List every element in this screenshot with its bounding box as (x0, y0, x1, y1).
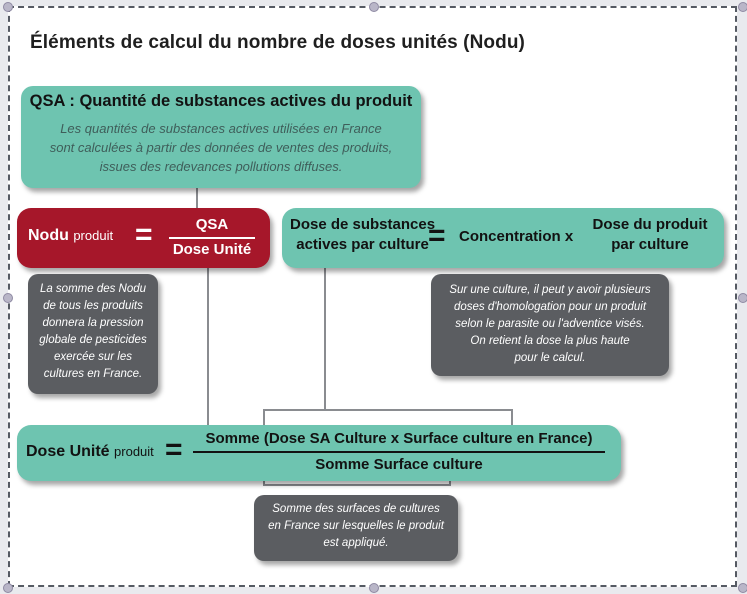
dose-substances-box (282, 208, 724, 268)
dose-equals: = (428, 219, 446, 252)
connector-nodu-down (207, 268, 209, 426)
dose-right-line-1: Dose du produit (592, 216, 708, 233)
dose-produit-label (582, 215, 718, 255)
nodu-label (28, 227, 113, 245)
note-nodu-text (28, 281, 158, 383)
nodu-fraction-bar (169, 237, 255, 239)
connector-bracket-top (263, 409, 513, 411)
nodu-equals: = (135, 218, 153, 251)
note-dose-text (431, 282, 669, 367)
selection-handle-right[interactable] (738, 293, 747, 303)
note-dose-line-2: doses d'homologation pour un produit (453, 301, 647, 313)
note-nodu-line-4: globale de pesticides (39, 334, 147, 346)
dose-unite-label (26, 443, 154, 461)
concentration-label: Concentration x (459, 228, 574, 245)
qsa-title: QSA : Quantité de substances actives du produit (29, 92, 413, 110)
note-dose-line-1: Sur une culture, il peut y avoir plusieurs (449, 284, 651, 296)
selection-handle-top-right[interactable] (738, 2, 747, 12)
selection-handle-left[interactable] (3, 293, 13, 303)
connector-bottom-bracket (263, 484, 451, 486)
note-nodu-line-2: de tous les produits (43, 300, 143, 312)
dose-unite-label-bold: Dose Unité (26, 443, 110, 460)
note-nodu-line-3: donnera la pression (42, 317, 144, 329)
qsa-desc-line-3: issues des redevances pollutions diffuses. (99, 159, 343, 174)
connector-dose-down (324, 268, 326, 410)
dose-right-line-2: par culture (611, 236, 689, 253)
dose-left-line-2: actives par culture (296, 236, 429, 253)
dose-unite-equals: = (165, 433, 183, 466)
nodu-numerator: QSA (195, 216, 229, 233)
note-nodu-sum (28, 274, 158, 394)
dose-unite-denominator: Somme Surface culture (315, 456, 483, 473)
dose-unite-numerator: Somme (Dose SA Culture x Surface culture en France) (205, 430, 593, 447)
qsa-description (21, 119, 421, 176)
note-surface-line-1: Somme des surfaces de cultures (272, 503, 440, 515)
nodu-label-small: produit (73, 228, 114, 243)
note-dose-line-4: On retient la dose la plus haute (470, 335, 630, 347)
dose-substances-label (290, 215, 435, 255)
selection-handle-top-left[interactable] (3, 2, 13, 12)
note-nodu-line-6: cultures en France. (43, 368, 143, 380)
dose-unite-fraction-bar (193, 451, 605, 453)
nodu-denominator: Dose Unité (172, 241, 252, 258)
note-nodu-line-5: exercée sur les (54, 351, 132, 363)
selection-handle-top[interactable] (369, 2, 379, 12)
nodu-formula-box (17, 208, 270, 268)
note-surface-text (254, 501, 458, 552)
note-surface-sum (254, 495, 458, 561)
note-dose-line-5: pour le calcul. (514, 352, 586, 364)
selection-handle-bottom-left[interactable] (3, 583, 13, 593)
dose-unite-formula-box (17, 425, 621, 481)
note-dose-homologation (431, 274, 669, 376)
note-surface-line-2: en France sur lesquelles le produit (268, 520, 444, 532)
nodu-label-bold: Nodu (28, 227, 69, 244)
note-nodu-line-1: La somme des Nodu (39, 283, 147, 295)
note-surface-line-3: est appliqué. (323, 537, 389, 549)
qsa-desc-line-2: sont calculées à partir des données de ventes des produits, (49, 140, 393, 155)
qsa-box (21, 86, 421, 188)
qsa-desc-line-1: Les quantités de substances actives utilisées en France (60, 121, 382, 136)
dose-left-line-1: Dose de substances (290, 216, 436, 233)
selection-handle-bottom[interactable] (369, 583, 379, 593)
dose-unite-label-small: produit (114, 444, 154, 459)
note-dose-line-3: selon le parasite ou l'adventice visés. (455, 318, 645, 330)
diagram-title: Éléments de calcul du nombre de doses unités (Nodu) (30, 32, 525, 53)
selection-handle-bottom-right[interactable] (738, 583, 747, 593)
